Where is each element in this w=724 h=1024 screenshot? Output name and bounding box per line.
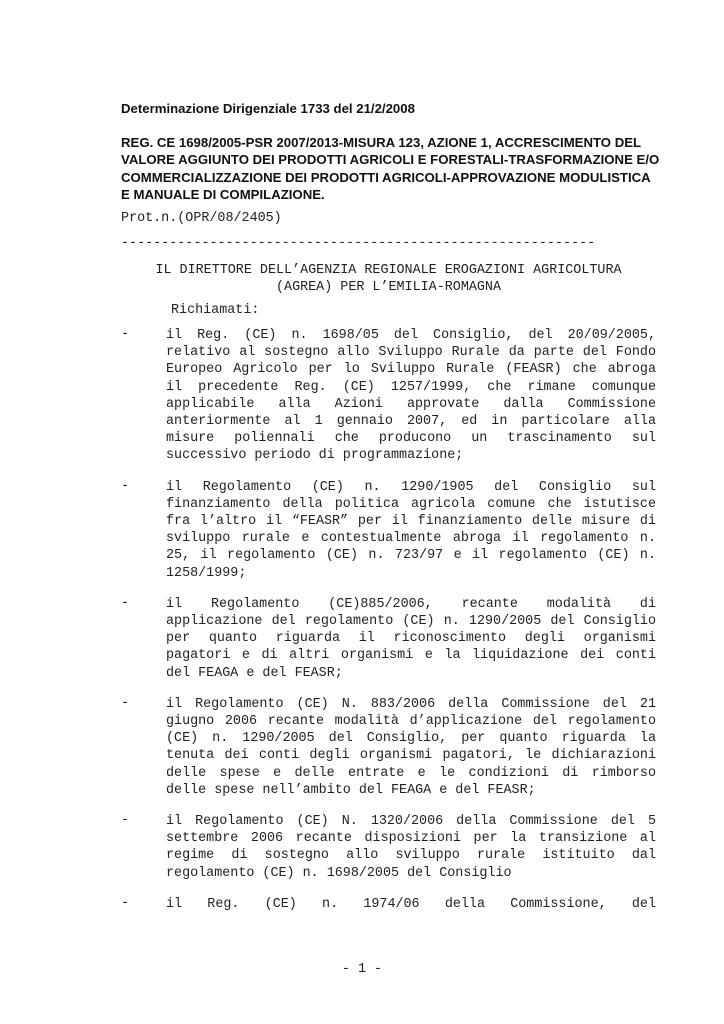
list-bullet: - (121, 695, 130, 711)
list-item (121, 896, 656, 913)
list-bullet: - (121, 595, 130, 611)
determinazione-title: Determinazione Dirigenziale 1733 del 21/2/2008 (121, 101, 415, 116)
director-line-2: (AGREA) PER L’EMILIA-ROMAGNA (276, 280, 501, 295)
list-item (121, 596, 656, 682)
protocol-number: Prot.n.(OPR/08/2405) (121, 211, 282, 226)
list-item-text: il Regolamento (CE) n. 1290/1905 del Consiglio sul finanziamento della politica agricola comune che istutisce fra l’altro il “FEASR” per il finanziamento delle misure di sviluppo rurale e contestualmente abroga il regolamento n. 25, il regolamento (CE) n. 723/97 e il regolamento (CE) n. 1258/1999; (166, 479, 656, 581)
list-bullet: - (121, 895, 130, 911)
page-number: - 1 - (341, 962, 383, 977)
list-bullet: - (121, 813, 130, 829)
subject-heading: REG. CE 1698/2005-PSR 2007/2013-MISURA 123, AZIONE 1, ACCRESCIMENTO DEL VALORE AGGIUNTO DEI PRODOTTI AGRICOLI E FORESTALI-TRASFORMAZIONE E/O COMMERCIALIZZAZIONE DEI PRODOTTI AGRICOLI-APPROVAZIONE MODULISTICA E MANUALE DI COMPILAZIONE. (121, 135, 660, 203)
richiamati-label: Richiamati: (171, 303, 260, 318)
list-item-text: il Regolamento (CE) N. 1320/2006 della Commissione del 5 settembre 2006 recante disposizioni per la transizione al regime di sostegno allo sviluppo rurale istituito dal regolamento (CE) n. 1698/2005 del Consiglio (166, 814, 656, 881)
list-bullet: - (121, 327, 130, 342)
list-item-text: il Regolamento (CE) N. 883/2006 della Commissione del 21 giugno 2006 recante modalità d’applicazione del regolamento (CE) n. 1290/2005 del Consiglio, per quanto riguarda la tenuta dei conti degli organismi pagatori, le dichiarazioni delle spese e delle entrate e le condizioni di rimborso delle spese nell’ambito del FEAGA e del FEASR; (166, 696, 656, 798)
list-item (121, 479, 656, 582)
list-item (121, 696, 656, 799)
dashed-separator: ----------------------------------------------------------- (121, 236, 596, 251)
regulation-list (121, 327, 656, 927)
director-heading (121, 262, 656, 296)
list-item (121, 327, 656, 465)
list-item (121, 813, 656, 882)
list-item-text: il Regolamento (CE)885/2006, recante modalità di applicazione del regolamento (CE) n. 1290/2005 del Consiglio per quanto riguarda il riconoscimento degli organismi pagatori e di altri organismi e la liquidazione dei conti del FEAGA e del FEASR; (166, 596, 656, 681)
list-item-text: il Reg. (CE) n. 1698/05 del Consiglio, del 20/09/2005, relativo al sostegno allo Sviluppo Rurale da parte del Fondo Europeo Agricolo per lo Sviluppo Rurale (FEASR) che abroga il precedente Reg. (CE) 1257/1999, che rimane comunque applicabile alla Azioni approvate dalla Commissione anteriormente al 1 gennaio 2007, ed in particolare alla misure poliennali che producono un trascinamento sul successivo periodo di programmazione; (166, 328, 656, 464)
director-line-1: IL DIRETTORE DELL’AGENZIA REGIONALE EROGAZIONI AGRICOLTURA (155, 263, 622, 278)
list-bullet: - (121, 478, 130, 494)
list-item-text: il Reg. (CE) n. 1974/06 della Commissione, del (166, 896, 656, 912)
